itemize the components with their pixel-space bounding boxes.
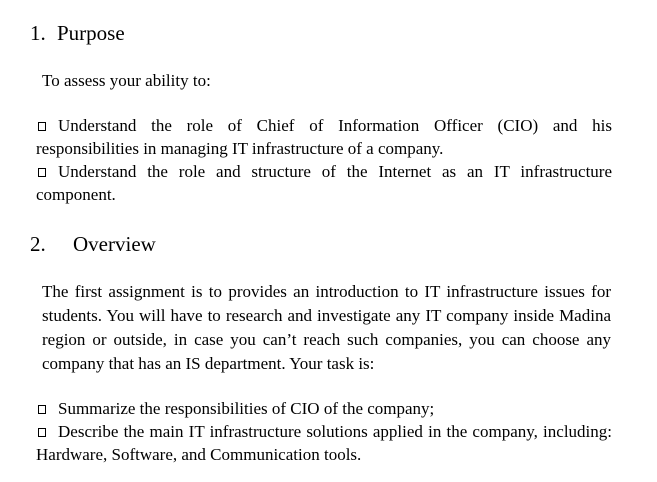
section-2-heading [30, 232, 156, 256]
bullet-text: Understand the role and structure of the Internet as an IT infrastructure component. [36, 162, 612, 204]
bullet-text: Understand the role of Chief of Information Officer (CIO) and his responsibilities in managing IT infrastructure of a company. [36, 116, 612, 158]
section-1-bullet-1 [36, 114, 612, 160]
section-1-title: Purpose [57, 21, 125, 45]
section-1-intro: To assess your ability to: [42, 71, 211, 90]
empty-checkbox-icon [38, 168, 46, 177]
section-1-heading [30, 21, 125, 45]
section-1-number: 1. [30, 21, 46, 45]
section-2-title: Overview [73, 232, 156, 256]
empty-checkbox-icon [38, 405, 46, 414]
section-2-paragraph: The first assignment is to provides an introduction to IT infrastructure issues for students. You will have to research and investigate any IT company inside Madina region or outside, in case you can’t reach such companies, you can choose any company that has an IS department. Your task is: [42, 282, 611, 373]
section-2-bullet-1 [36, 397, 612, 420]
section-2-number: 2. [30, 232, 46, 256]
bullet-text: Describe the main IT infrastructure solutions applied in the company, including: Hardware, Software, and Communication tools. [36, 422, 612, 464]
bullet-text: Summarize the responsibilities of CIO of the company; [58, 399, 435, 418]
empty-checkbox-icon [38, 122, 46, 131]
section-2-bullet-2 [36, 420, 612, 466]
section-1-bullet-2 [36, 160, 612, 206]
empty-checkbox-icon [38, 428, 46, 437]
